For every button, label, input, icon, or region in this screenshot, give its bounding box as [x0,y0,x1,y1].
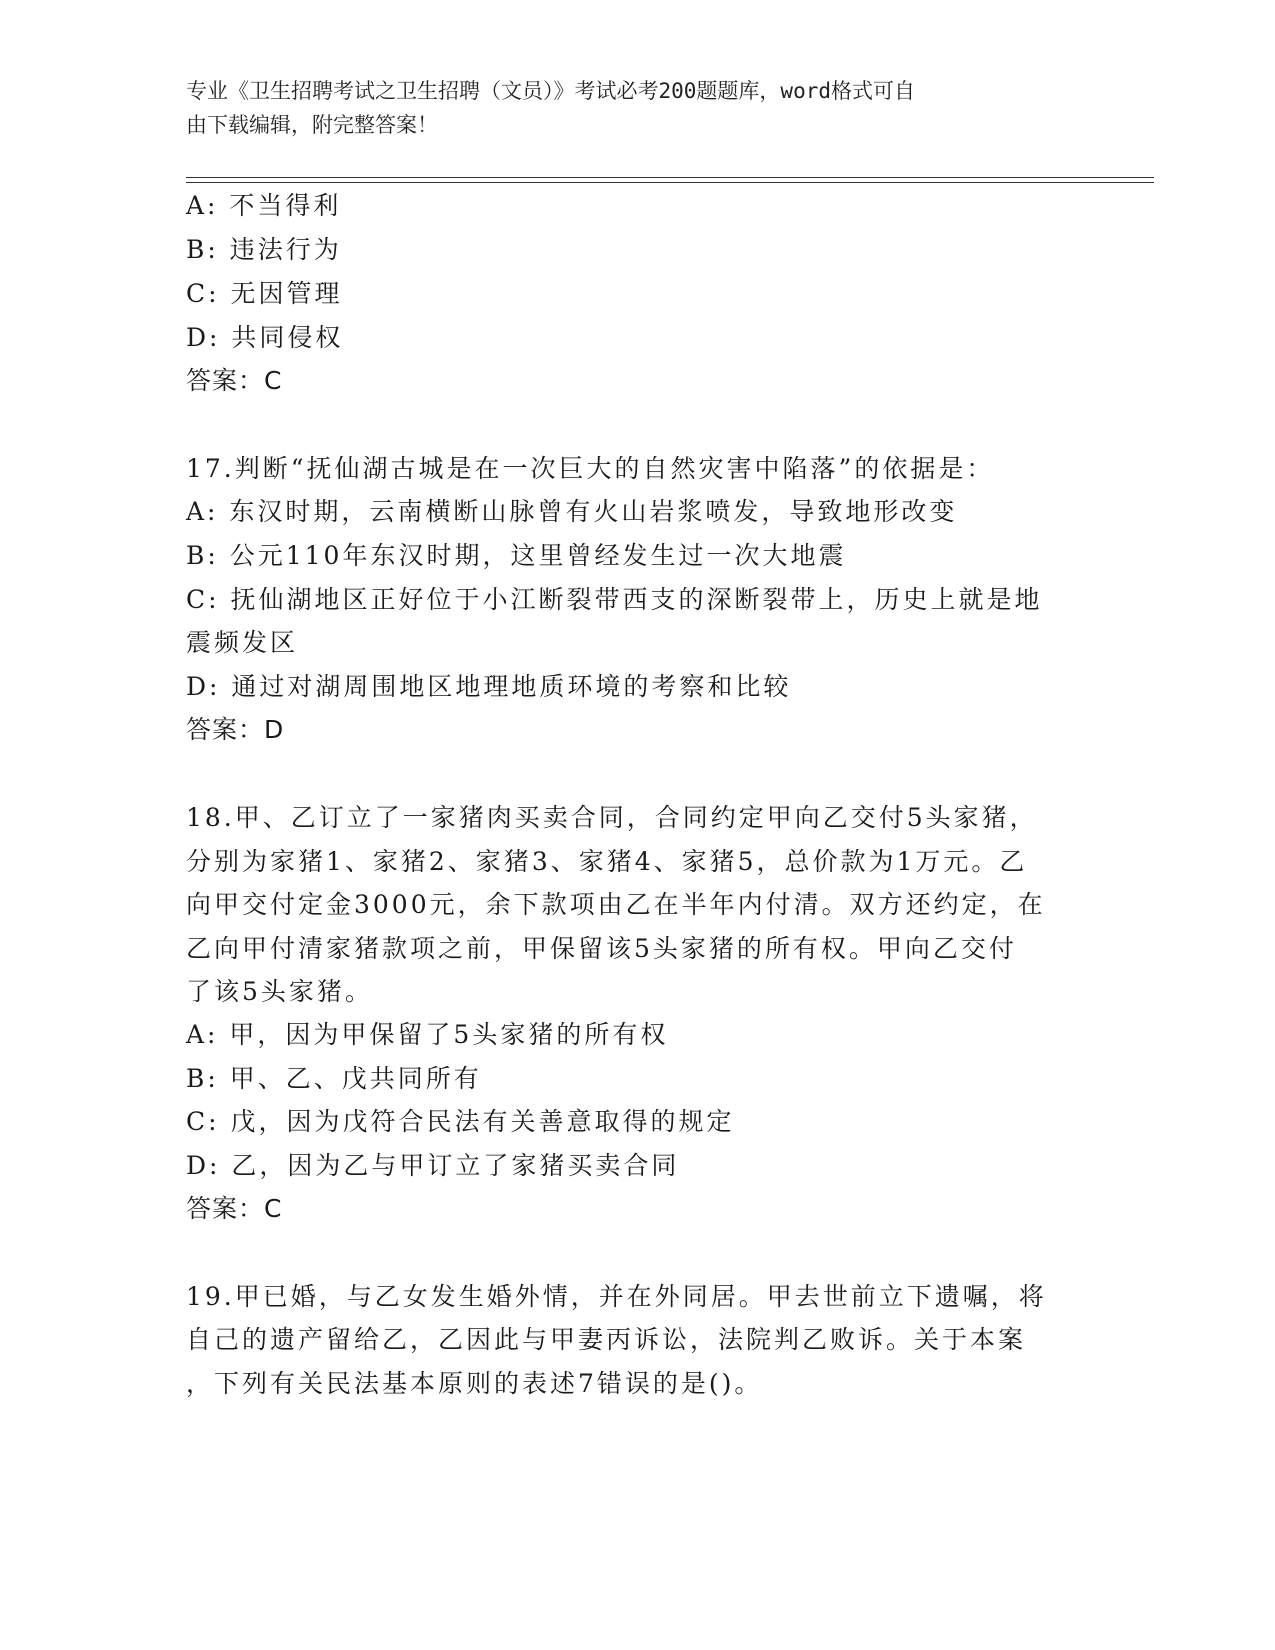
document-header [186,74,1066,142]
q17-option-c: C: 抚仙湖地区正好位于小江断裂带西支的深断裂带上，历史上就是地 [186,585,1043,614]
q18-question-line-1: 18.甲、乙订立了一家猪肉买卖合同，合同约定甲向乙交付5头家猪， [186,803,1038,832]
header-title-line-1: 专业《卫生招聘考试之卫生招聘（文员）》考试必考200题题库，word格式可自 [186,79,915,103]
q17-option-d: D: 通过对湖周围地区地理地质环境的考察和比较 [186,672,792,701]
header-divider-bottom [186,182,1154,183]
q16-option-a: A: 不当得利 [186,191,342,220]
q18-question-line-4: 乙向甲付清家猪款项之前，甲保留该5头家猪的所有权。甲向乙交付 [186,934,1017,963]
q18-option-d: D: 乙，因为乙与甲订立了家猪买卖合同 [186,1151,680,1180]
q18-answer: 答案：C [186,1194,283,1223]
q17-option-c-continued: 震频发区 [186,628,299,657]
q19-question-line-3: ，下列有关民法基本原则的表述7错误的是()。 [186,1369,763,1398]
q19-question-line-2: 自己的遗产留给乙，乙因此与甲妻丙诉讼，法院判乙败诉。关于本案 [186,1325,1027,1354]
q18-option-c: C: 戊，因为戊符合民法有关善意取得的规定 [186,1107,735,1136]
header-title-line-2: 由下载编辑，附完整答案！ [186,113,438,137]
q18-option-a: A: 甲，因为甲保留了5头家猪的所有权 [186,1020,669,1049]
q18-question-line-2: 分别为家猪1、家猪2、家猪3、家猪4、家猪5，总价款为1万元。乙 [186,847,1028,876]
q17-option-a: A: 东汉时期，云南横断山脉曾有火山岩浆喷发，导致地形改变 [186,497,958,526]
q19-question-line-1: 19.甲已婚，与乙女发生婚外情，并在外同居。甲去世前立下遗嘱，将 [186,1282,1047,1311]
q17-answer: 答案：D [186,715,285,744]
q17-question: 17.判断“抚仙湖古城是在一次巨大的自然灾害中陷落”的依据是： [186,454,995,483]
header-divider-top [186,177,1154,178]
q18-question-line-5: 了该5头家猪。 [186,977,373,1006]
q16-option-d: D: 共同侵权 [186,323,344,352]
q17-option-b: B: 公元110年东汉时期，这里曾经发生过一次大地震 [186,541,847,570]
q18-question-line-3: 向甲交付定金3000元，余下款项由乙在半年内付清。双方还约定，在 [186,890,1046,919]
q16-option-c: C: 无因管理 [186,279,343,308]
q18-option-b: B: 甲、乙、戊共同所有 [186,1064,482,1093]
q16-answer: 答案：C [186,366,283,395]
q16-option-b: B: 违法行为 [186,235,342,264]
